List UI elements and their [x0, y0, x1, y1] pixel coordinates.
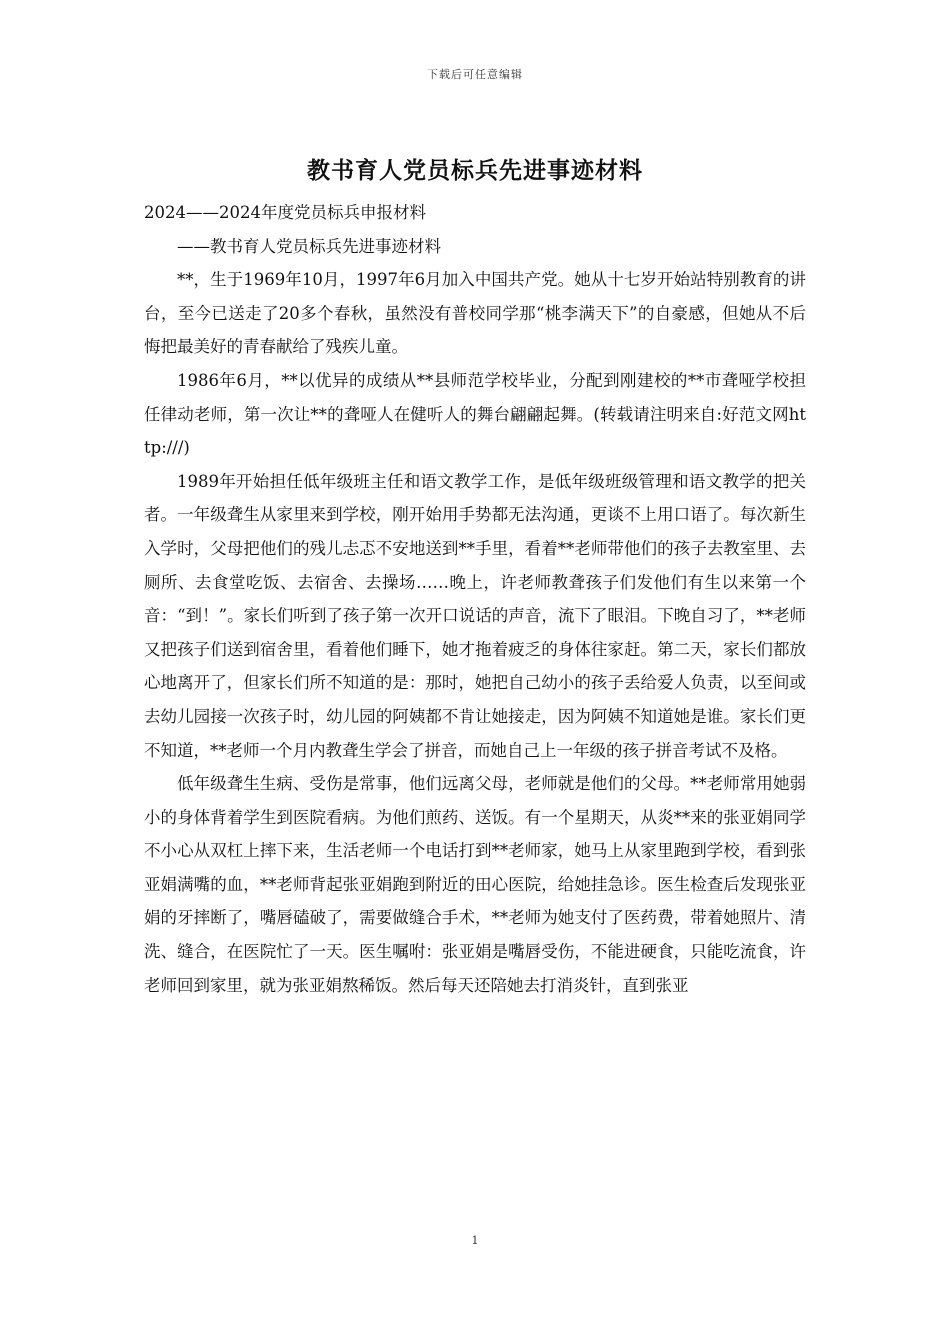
document-title: 教书育人党员标兵先进事迹材料: [307, 157, 643, 184]
paragraph-1: **，生于1969年10月，1997年6月加入中国共产党。她从十七岁开始站特别教育的讲台，至今已送走了20多个春秋，虽然没有普校同学那“桃李满天下”的自豪感，但她从不后悔把最美好的青春献给了残疾儿童。: [144, 270, 806, 357]
page-number: 1: [471, 1234, 479, 1247]
paragraph-3: 1989年开始担任低年级班主任和语文教学工作，是低年级班级管理和语文教学的把关者。一年级聋生从家里来到学校，刚开始用手势都无法沟通，更谈不上用口语了。每次新生入学时，父母把他们的残儿忐忑不安地送到**手里，看着**老师带他们的孩子去教室里、去厕所、去食堂吃饭、去宿舍、去操场……晚上，许老师教聋孩子们发他们有生以来第一个音：“到！”。家长们听到了孩子第一次开口说话的声音，流下了眼泪。下晚自习了，**老师又把孩子们送到宿舍里，看着他们睡下，她才拖着疲乏的身体往家赶。第二天，家长们都放心地离开了，但家长们所不知道的是：那时，她把自己幼小的孩子丢给爱人负责，以至间或去幼儿园接一次孩子时，幼儿园的阿姨都不肯让她接走，因为阿姨不知道她是谁。家长们更不知道，**老师一个月内教聋生学会了拼音，而她自己上一年级的孩子拼音考试不及格。: [144, 471, 806, 760]
paragraph-4: 低年级聋生生病、受伤是常事，他们远离父母，老师就是他们的父母。**老师常用她弱小的身体背着学生到医院看病。为他们煎药、送饭。有一个星期天，从炎**来的张亚娟同学不小心从双杠上摔下来，生活老师一个电话打到**老师家，她马上从家里跑到学校，看到张亚娟满嘴的血，**老师背起张亚娟跑到附近的田心医院，给她挂急诊。医生检查后发现张亚娟的牙摔断了，嘴唇磕破了，需要做缝合手术，**老师为她支付了医药费，带着她照片、清洗、缝合，在医院忙了一天。医生嘱咐：张亚娟是嘴唇受伤，不能进硬食，只能吃流食，许老师回到家里，就为张亚娟熬稀饭。然后每天还陪她去打消炎针，直到张亚: [144, 774, 806, 995]
subtitle-line-2: ——教书育人党员标兵先进事迹材料: [177, 236, 441, 256]
header-note: 下载后可任意编辑: [427, 68, 523, 81]
document-body: [144, 196, 806, 1002]
subtitle-line-1: 2024——2024年度党员标兵申报材料: [144, 203, 426, 222]
paragraph-2: 1986年6月，**以优异的成绩从**县师范学校毕业，分配到刚建校的**市聋哑学校担任律动老师，第一次让**的聋哑人在健听人的舞台翩翩起舞。(转载请注明来自:好范文网http:///): [144, 370, 806, 458]
